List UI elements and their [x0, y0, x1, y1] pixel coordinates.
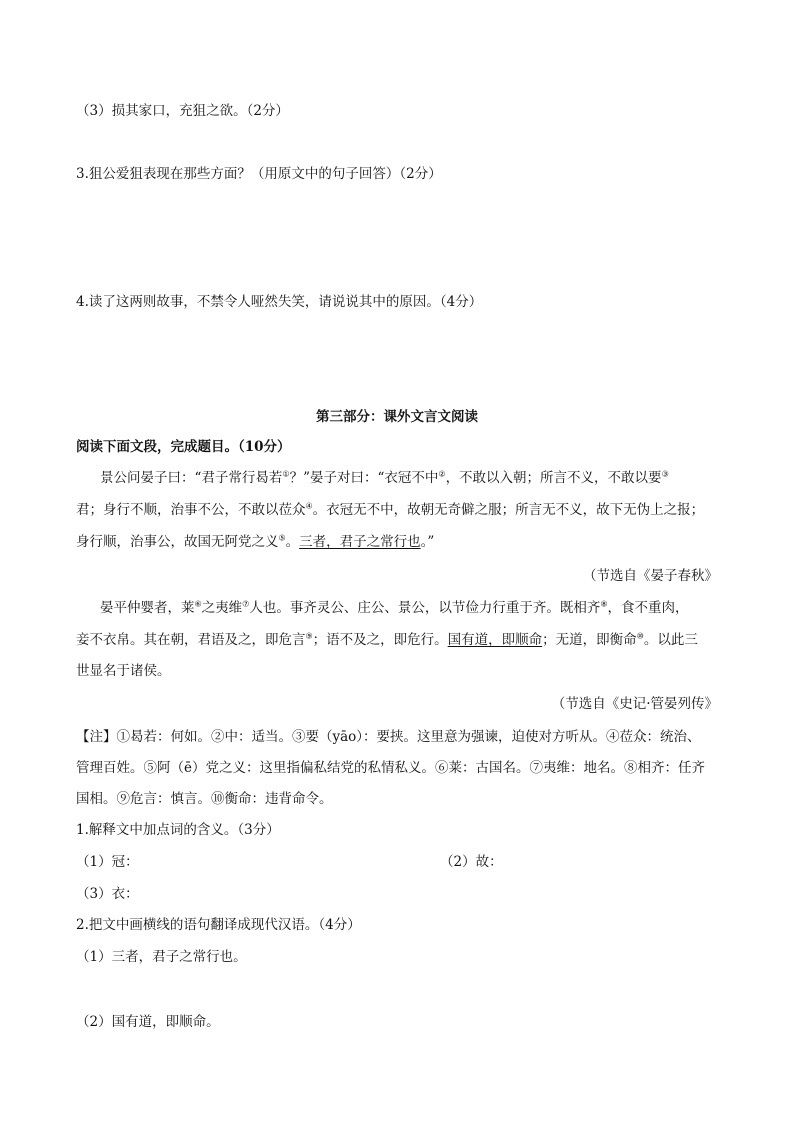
text: 人也。事齐灵公、庄公、景公，以节俭力行重于齐。既相齐 [249, 600, 601, 616]
text: 君；身行不顺，治事不公，不敢以莅众 [76, 502, 306, 518]
text: ；无道，即衡命 [542, 632, 637, 648]
passage-2-line-3: 世显名于诸侯。 [76, 663, 171, 679]
text: 。以此三 [643, 632, 698, 648]
note-mark: ⑧ [600, 599, 608, 609]
underlined-sentence: 三者，君子之常行也 [299, 534, 421, 550]
note-mark: ⑩ [636, 631, 644, 641]
question-2-item-1: （1）三者，君子之常行也。 [76, 949, 247, 965]
note-mark: ① [282, 469, 290, 479]
text: 。” [420, 534, 435, 550]
text: 身行顺，治事公，故国无阿党之义 [76, 534, 279, 550]
instruction: 阅读下面文段，完成题目。（10分） [76, 439, 291, 455]
question-2-item-2: （2）国有道，即顺命。 [76, 1014, 220, 1030]
note-mark: ⑥ [194, 599, 202, 609]
text: 。 [285, 534, 300, 550]
text: ，不敢以入朝；所言不义，不敢以要 [445, 470, 662, 486]
question-2: 2.把文中画横线的语句翻译成现代汉语。（4分） [76, 917, 361, 933]
question-1: 1.解释文中加点词的含义。（3分） [76, 822, 280, 838]
text: 晏平仲婴者，莱 [100, 600, 195, 616]
text: ，食不重肉， [607, 600, 689, 616]
note-mark: ③ [661, 469, 669, 479]
question-4: 4.读了这两则故事，不禁令人哑然失笑，请说说其中的原因。（4分） [76, 294, 483, 310]
question-1-item-2: （2）故： [440, 854, 503, 870]
notes-line-1: 【注】①曷若：何如。②中：适当。③要（yāo）：要挟。这里意为强谏，迫使对方听从。④莅众：统治、 [76, 729, 701, 745]
passage-2-line-1 [100, 597, 718, 619]
question-3: 3.狙公爱狙表现在那些方面？（用原文中的句子回答）（2分） [76, 166, 442, 182]
note-mark: ⑨ [305, 631, 313, 641]
passage-1-line-3 [76, 531, 718, 553]
question-1-item-3: （3）衣： [76, 886, 139, 902]
text: ？”晏子对曰：“衣冠不中 [289, 470, 439, 486]
passage-1-source: （节选自《晏子春秋》 [583, 568, 718, 584]
text: 景公问晏子曰：“君子常行曷若 [100, 470, 283, 486]
passage-2-line-2 [76, 629, 718, 651]
passage-1-line-2 [76, 499, 718, 521]
passage-1-line-1 [100, 467, 718, 489]
note-mark: ⑤ [278, 533, 286, 543]
question-1-item-1: （1）冠： [76, 854, 139, 870]
passage-2-source: （节选自《史记·管晏列传》 [551, 696, 718, 712]
section-title: 第三部分：课外文言文阅读 [316, 409, 478, 425]
note-mark: ⑦ [242, 599, 250, 609]
text: 妾不衣帛。其在朝，君语及之，即危言 [76, 632, 306, 648]
notes-line-2: 管理百姓。⑤阿（ē）党之义：这里指偏私结党的私情私义。⑥莱：古国名。⑦夷维：地名。⑧相齐：任齐 [76, 760, 705, 776]
text: 之夷维 [201, 600, 243, 616]
text: ；语不及之，即危行。 [312, 632, 448, 648]
text: 。衣冠无不中，故朝无奇僻之服；所言无不义，故下无伪上之报； [312, 502, 705, 518]
note-mark: ④ [305, 501, 313, 511]
underlined-sentence: 国有道，即顺命 [447, 632, 543, 648]
notes-line-3: 国相。⑨危言：慎言。⑩衡命：违背命令。 [76, 791, 333, 807]
note-mark: ② [438, 469, 446, 479]
question-1-3: （3）损其家口，充狙之欲。（2分） [76, 103, 289, 119]
